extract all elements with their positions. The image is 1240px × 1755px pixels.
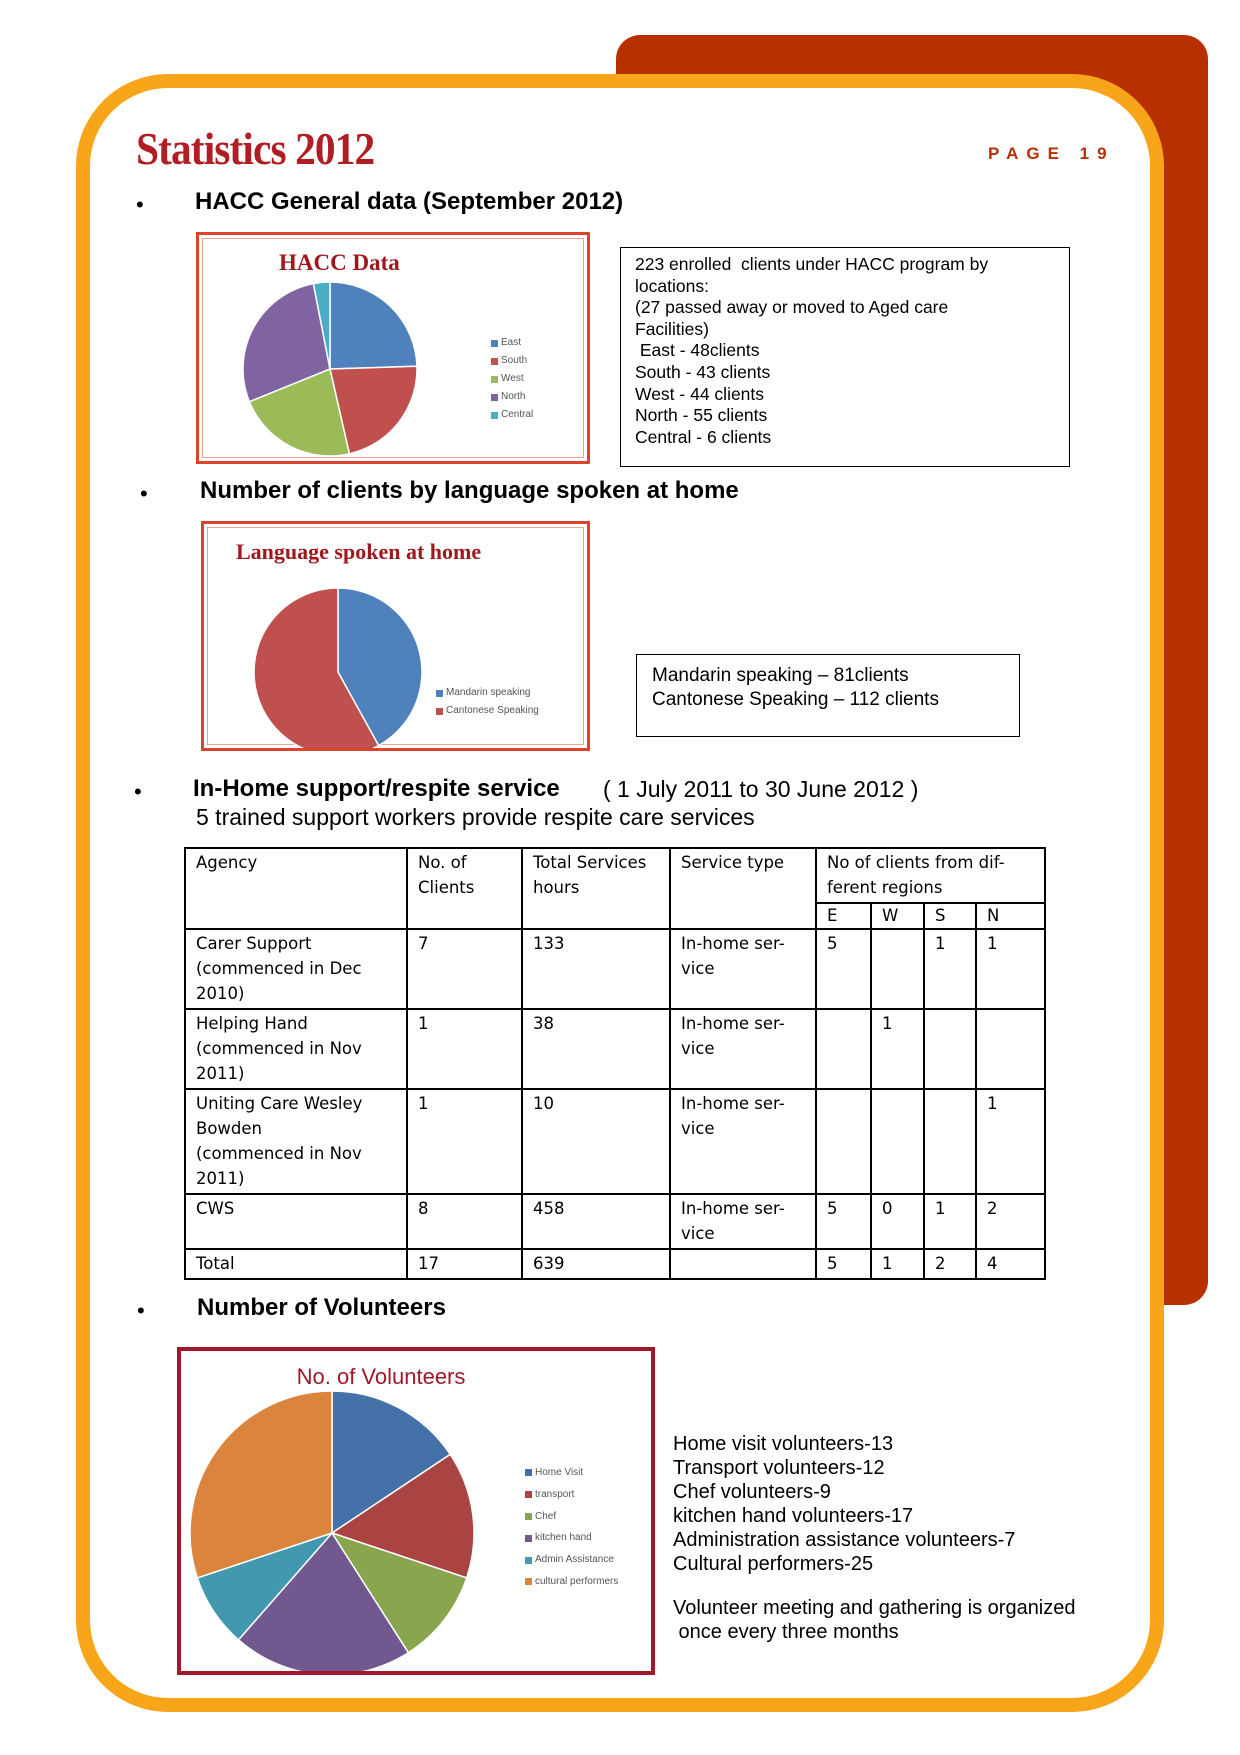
legend-swatch (525, 1535, 532, 1542)
volunteer-info-line: Volunteer meeting and gathering is organized (673, 1597, 1076, 1619)
bullet-icon: • (136, 192, 144, 217)
legend-item (491, 352, 533, 370)
header-region-s: S (924, 903, 976, 929)
legend-swatch (491, 358, 498, 365)
legend-label: Chef (535, 1510, 557, 1522)
header-hours: Total Services hours (522, 848, 670, 929)
cell-hours: 133 (522, 929, 670, 1009)
cell-agency (185, 1089, 407, 1194)
legend-swatch (491, 412, 498, 419)
cell-clients: 8 (407, 1194, 522, 1249)
cell-service-type-line: In-home ser- (681, 1199, 785, 1218)
cell-agency-line: Total (196, 1254, 235, 1273)
legend-item (525, 1484, 618, 1506)
legend-item (525, 1527, 618, 1549)
cell-region-s: 2 (924, 1249, 976, 1279)
legend-swatch (525, 1513, 532, 1520)
volunteer-info-line: Cultural performers-25 (673, 1553, 874, 1575)
legend-item (491, 370, 533, 388)
legend-swatch (491, 340, 498, 347)
cell-region-e: 5 (816, 1194, 871, 1249)
legend-label: kitchen hand (535, 1532, 592, 1544)
hacc-info-line: Facilities) (635, 318, 709, 339)
hacc-info-line: (27 passed away or moved to Aged care (635, 297, 949, 318)
cell-region-w: 1 (871, 1009, 924, 1089)
cell-region-w: 0 (871, 1194, 924, 1249)
header-region-n: N (976, 903, 1045, 929)
cell-region-w (871, 1089, 924, 1194)
legend-label: West (501, 373, 524, 384)
cell-service-type (670, 1194, 816, 1249)
cell-region-n: 1 (976, 929, 1045, 1009)
legend-label: Mandarin speaking (446, 687, 531, 698)
cell-service-type (670, 929, 816, 1009)
volunteer-info-line: once every three months (673, 1621, 899, 1643)
volunteers-heading: Number of Volunteers (197, 1294, 446, 1321)
volunteer-info-line (673, 1576, 1076, 1596)
cell-agency-line: (commenced in Nov (196, 1144, 362, 1163)
legend-item (491, 406, 533, 424)
legend-swatch (525, 1491, 532, 1498)
hacc-info-line: locations: (635, 275, 709, 296)
legend-label: transport (535, 1488, 575, 1500)
hacc-legend (491, 334, 533, 424)
table-row (185, 1194, 1045, 1249)
hacc-info-line: Central - 6 clients (635, 426, 772, 447)
cell-region-n: 1 (976, 1089, 1045, 1194)
cell-service-type-line: vice (681, 1119, 715, 1138)
cell-region-w (871, 929, 924, 1009)
cell-service-type (670, 1009, 816, 1089)
inhome-heading: In-Home support/respite service (193, 775, 560, 802)
volunteer-info-line: Administration assistance volunteers-7 (673, 1529, 1016, 1551)
cell-agency-line: 2011) (196, 1169, 245, 1188)
cell-service-type-line: In-home ser- (681, 934, 785, 953)
cell-clients: 1 (407, 1009, 522, 1089)
cell-region-e: 5 (816, 929, 871, 1009)
hacc-chart (196, 232, 590, 464)
inhome-period: ( 1 July 2011 to 30 June 2012 ) (603, 776, 919, 802)
volunteers-info (673, 1432, 1076, 1644)
hacc-info-line: North - 55 clients (635, 405, 768, 426)
bullet-icon: • (137, 1298, 145, 1323)
volunteer-info-line: Transport volunteers-12 (673, 1457, 885, 1479)
hacc-info-box (620, 247, 1070, 467)
cell-clients: 7 (407, 929, 522, 1009)
language-legend (436, 684, 539, 720)
cell-region-w: 1 (871, 1249, 924, 1279)
cell-region-s (924, 1089, 976, 1194)
cell-service-type-line: vice (681, 1224, 715, 1243)
language-info-line: Mandarin speaking – 81clients (652, 665, 909, 686)
page-number: PAGE 19 (988, 144, 1115, 163)
cell-region-e (816, 1089, 871, 1194)
cell-service-type (670, 1089, 816, 1194)
legend-swatch (525, 1469, 532, 1476)
legend-label: Admin Assistance (535, 1554, 614, 1566)
language-heading: Number of clients by language spoken at home (200, 477, 739, 504)
cell-agency-line: Bowden (196, 1119, 262, 1138)
header-service-type: Service type (670, 848, 816, 929)
cell-hours: 10 (522, 1089, 670, 1194)
language-info-box (636, 654, 1020, 737)
cell-region-n: 4 (976, 1249, 1045, 1279)
volunteer-info-line: kitchen hand volunteers-17 (673, 1505, 914, 1527)
language-chart-title: Language spoken at home (236, 539, 482, 564)
inhome-table (184, 847, 1046, 1280)
language-chart (201, 521, 590, 751)
cell-region-e: 5 (816, 1249, 871, 1279)
legend-item (491, 334, 533, 352)
language-info-line: Cantonese Speaking – 112 clients (652, 689, 939, 710)
hacc-info-line: West - 44 clients (635, 383, 765, 404)
legend-swatch (525, 1578, 532, 1585)
legend-swatch (525, 1557, 532, 1564)
cell-agency-line: (commenced in Nov (196, 1039, 362, 1058)
cell-agency-line: (commenced in Dec (196, 959, 362, 978)
cell-clients: 1 (407, 1089, 522, 1194)
volunteer-info-line: Home visit volunteers-13 (673, 1433, 894, 1455)
legend-item (525, 1571, 618, 1593)
page-title: Statistics 2012 (136, 123, 375, 174)
legend-item (436, 702, 539, 720)
legend-item (525, 1506, 618, 1528)
cell-agency-line: 2010) (196, 984, 245, 1003)
cell-agency (185, 1009, 407, 1089)
cell-region-n (976, 1009, 1045, 1089)
hacc-info-line: South - 43 clients (635, 361, 771, 382)
header-agency: Agency (185, 848, 407, 929)
legend-label: Cantonese Speaking (446, 705, 539, 716)
cell-clients: 17 (407, 1249, 522, 1279)
header-regions: No of clients from dif- ferent regions (816, 848, 1045, 903)
cell-hours: 458 (522, 1194, 670, 1249)
bullet-icon: • (134, 779, 142, 804)
legend-item (436, 684, 539, 702)
legend-swatch (491, 394, 498, 401)
legend-swatch (491, 376, 498, 383)
cell-region-s: 1 (924, 929, 976, 1009)
legend-item (525, 1462, 618, 1484)
cell-hours: 639 (522, 1249, 670, 1279)
legend-label: North (501, 391, 526, 402)
cell-agency-line: Uniting Care Wesley (196, 1094, 363, 1113)
cell-agency (185, 1194, 407, 1249)
cell-hours: 38 (522, 1009, 670, 1089)
header-region-w: W (871, 903, 924, 929)
hacc-chart-title: HACC Data (279, 250, 400, 275)
cell-service-type (670, 1249, 816, 1279)
cell-region-s: 1 (924, 1194, 976, 1249)
legend-label: cultural performers (535, 1575, 619, 1587)
hacc-info-line: East - 48clients (635, 340, 760, 361)
legend-label: East (501, 337, 522, 348)
header-region-e: E (816, 903, 871, 929)
cell-region-e (816, 1009, 871, 1089)
legend-item (491, 388, 533, 406)
cell-agency (185, 1249, 407, 1279)
cell-agency-line: Helping Hand (196, 1014, 308, 1033)
cell-agency-line: 2011) (196, 1064, 245, 1083)
inhome-subline: 5 trained support workers provide respite care services (196, 804, 755, 830)
cell-region-s (924, 1009, 976, 1089)
legend-swatch (436, 708, 443, 715)
pie-slice-east (330, 282, 417, 369)
cell-agency-line: Carer Support (196, 934, 312, 953)
bullet-icon: • (140, 481, 148, 506)
legend-item (525, 1549, 618, 1571)
table-row (185, 1009, 1045, 1089)
cell-region-n: 2 (976, 1194, 1045, 1249)
table-row (185, 929, 1045, 1009)
table-row (185, 1249, 1045, 1279)
cell-agency-line: CWS (196, 1199, 235, 1218)
cell-service-type-line: In-home ser- (681, 1094, 785, 1113)
volunteers-chart (177, 1347, 655, 1675)
hacc-info-line: 223 enrolled clients under HACC program by (635, 254, 989, 274)
hacc-heading: HACC General data (September 2012) (195, 188, 624, 215)
table-row (185, 1089, 1045, 1194)
legend-label: Central (501, 409, 534, 420)
table-header-row (185, 848, 1045, 903)
header-clients: No. of Clients (407, 848, 522, 929)
cell-service-type-line: vice (681, 1039, 715, 1058)
cell-service-type-line: In-home ser- (681, 1014, 785, 1033)
cell-service-type-line: vice (681, 959, 715, 978)
volunteers-chart-title: No. of Volunteers (296, 1364, 466, 1389)
legend-swatch (436, 690, 443, 697)
volunteer-info-line: Chef volunteers-9 (673, 1481, 831, 1503)
legend-label: Home Visit (535, 1467, 584, 1478)
legend-label: South (501, 355, 528, 366)
cell-agency (185, 929, 407, 1009)
volunteers-legend (525, 1462, 618, 1593)
